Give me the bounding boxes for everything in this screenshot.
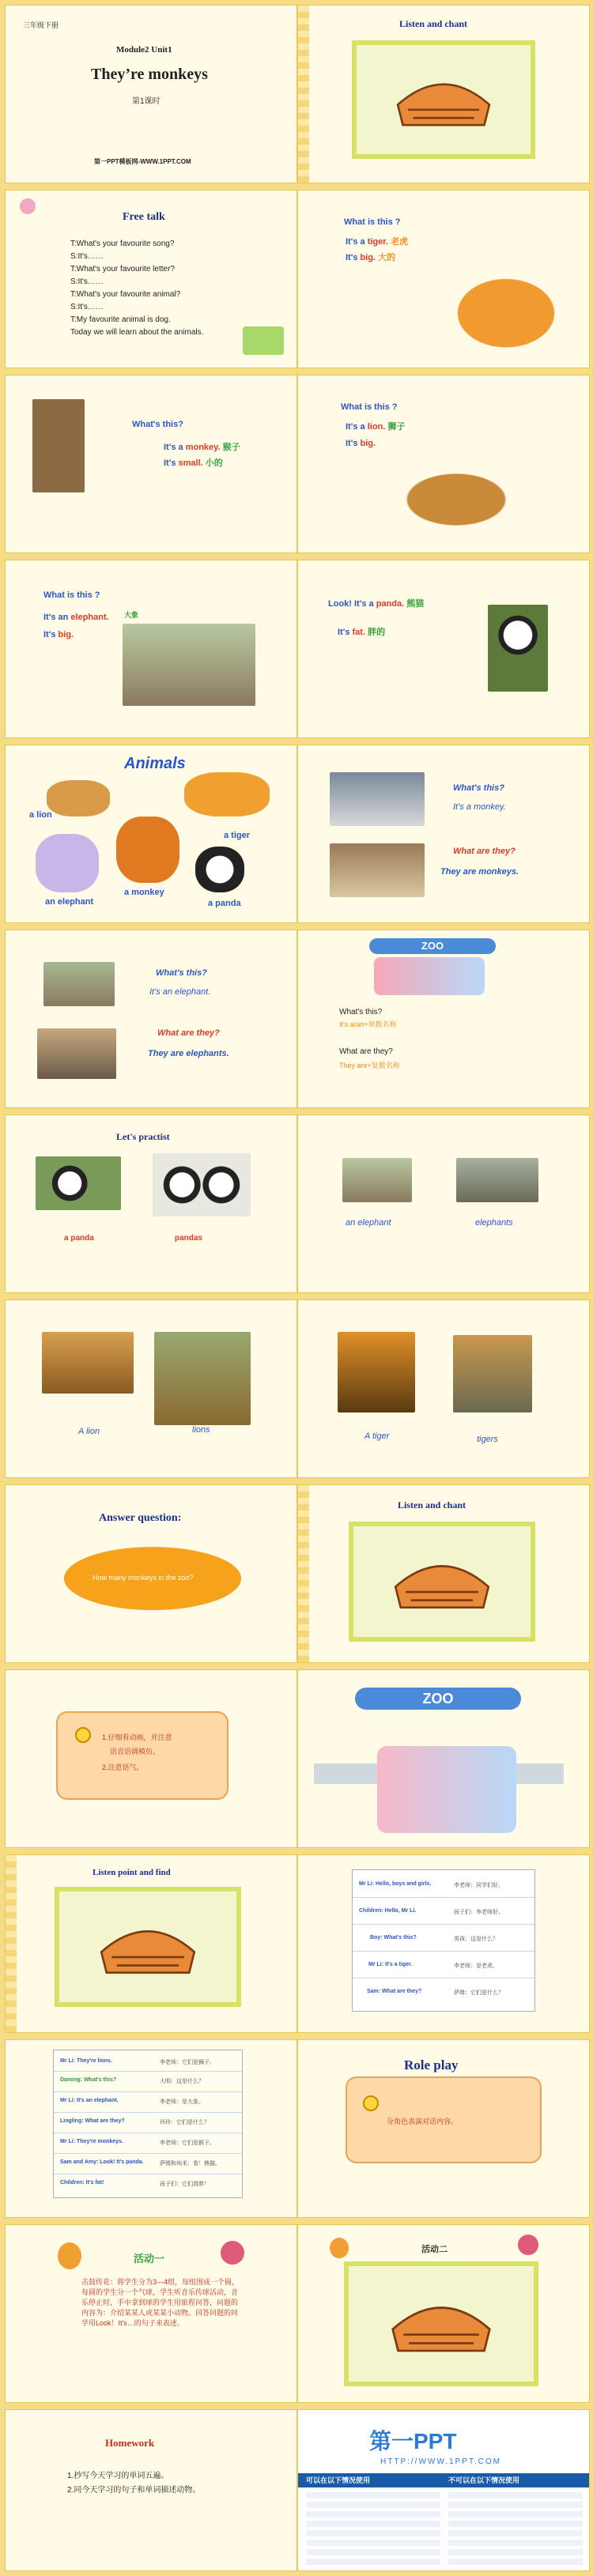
dialogue-en: Mr Li: They're lions.: [60, 2058, 112, 2064]
word-singular: a panda: [64, 1234, 94, 1243]
answer-text: It's a monkey.: [453, 802, 506, 812]
slide-practice-tigers[interactable]: [297, 1299, 590, 1478]
dialogue-cn: 李老师：是大象。: [160, 2099, 204, 2105]
answer-word: small.: [178, 458, 203, 468]
answer-word: fat.: [352, 628, 366, 637]
panda-image: [36, 1156, 121, 1210]
slide-dialogue-2[interactable]: [5, 2039, 297, 2218]
slide-free-talk[interactable]: [5, 190, 297, 368]
answer-word: lion.: [367, 422, 386, 432]
dialogue-cn: 孩子们：它们真胖！: [160, 2182, 210, 2187]
question-text: What's this?: [453, 783, 504, 793]
dialogue-en: Children: It's fat!: [60, 2180, 104, 2186]
lion-image: [385, 462, 527, 537]
children-cartoon: [377, 1746, 516, 1833]
elephant-image: [123, 624, 255, 706]
dialogue-en: Mr Li: It's an elephant.: [60, 2098, 119, 2103]
answer-chinese: 猴子: [222, 443, 240, 452]
answer-chinese: 胖的: [368, 628, 386, 637]
slide-zoo[interactable]: [297, 1669, 590, 1848]
pandas-image: [153, 1153, 251, 1216]
animal-label: a panda: [208, 899, 241, 908]
balloon-icon: [20, 198, 36, 214]
question-text: What's this?: [339, 1008, 383, 1016]
panda-image: [488, 605, 548, 692]
dialogue-en: Sam: What are they?: [367, 1989, 422, 1994]
brand-logo: 第一PPT: [369, 2429, 457, 2453]
animal-label: a lion: [29, 810, 52, 820]
question-text: What's this?: [132, 420, 183, 429]
dialogue-en: Children: Hello, Mr Li.: [359, 1908, 417, 1914]
monkeys-image: [330, 843, 425, 897]
dialogue-cn: 李老师：它们是猴子。: [160, 2140, 215, 2146]
instruction-line: 分角色表演对话内容。: [387, 2118, 459, 2125]
slide-dialogue-1[interactable]: [297, 1854, 590, 2033]
slide-practice-pandas[interactable]: [5, 1115, 297, 1293]
monkey-image: [330, 772, 425, 826]
slide-elephants-plural[interactable]: [5, 930, 297, 1108]
usage-denied-heading: 不可以在以下情况使用: [448, 2476, 520, 2484]
slide-title[interactable]: [5, 5, 297, 183]
slide-heading: Animals: [124, 755, 186, 772]
answer-word: monkey.: [185, 443, 221, 452]
talk-line-2: S:It's……: [70, 252, 104, 261]
grade-label: 三年级下册: [23, 21, 59, 29]
answer-text: It's an elephant.: [149, 987, 211, 997]
answer-word: tiger.: [367, 237, 388, 247]
slide-practice-lions[interactable]: [5, 1299, 297, 1478]
slide-role-play[interactable]: [297, 2039, 590, 2218]
answer-word: panda.: [376, 599, 405, 609]
gift-icon: [243, 326, 284, 355]
zoo-sign: ZOO: [355, 1688, 521, 1710]
question-text: What's this?: [156, 968, 207, 978]
slide-homework[interactable]: [5, 2409, 297, 2571]
dialogue-en: Boy: What's this?: [370, 1935, 417, 1940]
slide-heading: Listen and chant: [398, 1499, 466, 1511]
answer-prefix: It's a: [164, 443, 183, 452]
monkey-image: [32, 399, 85, 492]
dialogue-en: Daming: What's this?: [60, 2077, 117, 2083]
answer-word: big.: [360, 253, 376, 262]
dialogue-en: Sam and Amy: Look! It's panda.: [60, 2159, 144, 2165]
question-text: What is this ?: [341, 402, 398, 412]
talk-line-3: T:What's your favourite letter?: [70, 265, 175, 273]
panda-cartoon: [195, 847, 244, 892]
talk-line-8: Today we will learn about the animals.: [70, 328, 204, 337]
dialogue-en: Lingling: What are they?: [60, 2118, 125, 2124]
slide-heading: 活动一: [134, 2253, 165, 2265]
usage-list: [306, 2492, 440, 2567]
dialogue-cn: 大明：这是什么？: [160, 2079, 204, 2084]
slide-heading: Let's practist: [116, 1131, 170, 1142]
basket-icon: [386, 2291, 497, 2356]
lesson-number: 第1课时: [132, 97, 161, 106]
basket-icon: [391, 69, 496, 130]
brand-url[interactable]: HTTP://WWW.1PPT.COM: [380, 2457, 501, 2466]
tiger-image: [431, 260, 581, 349]
elephants-image: [456, 1158, 538, 1202]
slide-instructions[interactable]: [5, 1669, 297, 1848]
word-plural: pandas: [175, 1234, 203, 1243]
slide-elephant[interactable]: [5, 560, 297, 738]
tiger-cartoon: [184, 772, 270, 817]
dialogue-cn: 萨姆和埃米：看！熊猫。: [160, 2161, 221, 2167]
activity-text: 击鼓传花：将学生分为3—4组，每组围成一个圆，每圆的学生分一个气球，学生听音乐传球活动，音乐停止时，手中拿到球的学生用旅程问答，问题的内容为：介绍某某人或某某小动物。回答问题的同学用Look！It's…的句子来表述。: [81, 2278, 240, 2327]
dialogue-table: [53, 2050, 243, 2198]
slide-heading: Role play: [404, 2057, 459, 2072]
answer-prefix: It's: [43, 630, 56, 639]
homework-line: 1.抄写今天学习的单词五遍。: [67, 2472, 169, 2480]
answer-chinese: 熊猫: [406, 599, 425, 609]
slide-heading: 活动二: [421, 2245, 448, 2254]
monkey-cartoon: [116, 817, 179, 883]
lions-image: [154, 1332, 251, 1425]
slide-sentence-pattern[interactable]: [297, 930, 590, 1108]
slide-practice-elephants[interactable]: [297, 1115, 590, 1293]
answer-prefix: It's: [338, 628, 350, 637]
word-plural: lions: [192, 1425, 210, 1435]
cartoon-cat-icon: [58, 2242, 81, 2269]
video-frame[interactable]: [344, 2261, 538, 2386]
animal-label: an elephant: [45, 897, 94, 907]
talk-line-4: S:It's……: [70, 277, 104, 286]
usage-allowed-heading: 可以在以下情况使用: [306, 2476, 371, 2484]
slide-heading: Listen and chant: [399, 18, 468, 29]
slide-monkey[interactable]: [5, 375, 297, 553]
animal-label: a monkey: [124, 888, 164, 897]
slide-answer-question[interactable]: [5, 1484, 297, 1663]
tiger-image: [338, 1332, 415, 1412]
cartoon-cat-icon: [330, 2238, 349, 2258]
slide-panda[interactable]: [297, 560, 590, 738]
pattern-text: It's a/an+单数名称: [339, 1020, 397, 1028]
lesson-title: They’re monkeys: [91, 66, 208, 83]
lightbulb-icon: [75, 1727, 91, 1743]
module-label: Module2 Unit1: [116, 45, 172, 55]
slide-animals[interactable]: [5, 745, 297, 923]
instruction-line: 2.注意语气。: [102, 1763, 144, 1771]
answer-prefix: It's a: [346, 237, 365, 247]
homework-line: 2.同今天学习的句子和单词描述动物。: [67, 2486, 201, 2495]
instruction-line: 语音语调模仿。: [110, 1748, 161, 1756]
answer-prefix: It's an: [43, 613, 69, 622]
dialogue-cn: 男孩：这是什么？: [454, 1937, 498, 1942]
word-plural: elephants: [475, 1218, 513, 1228]
slide-heading: Free talk: [123, 211, 165, 223]
dialogue-cn: 玲玲：它们是什么？: [160, 2120, 210, 2125]
elephant-image: [342, 1158, 412, 1202]
slide-activity-2[interactable]: [297, 2224, 590, 2403]
video-frame[interactable]: [349, 1522, 535, 1642]
answer-chinese: 狮子: [387, 422, 406, 432]
question-text: What are they?: [157, 1028, 220, 1038]
talk-line-1: T:What's your favourite song?: [70, 239, 175, 248]
answer-prefix: It's a: [346, 422, 365, 432]
question-text: How many monkeys in the zoo?: [93, 1574, 194, 1582]
dialogue-cn: 李老师：它们是狮子。: [160, 2060, 215, 2065]
basket-icon: [389, 1551, 495, 1612]
talk-line-6: S:It's……: [70, 303, 104, 311]
slide-heading: Answer question:: [99, 1512, 182, 1524]
answer-prefix: It's: [346, 253, 358, 262]
lion-image: [42, 1332, 134, 1394]
dialogue-cn: 孩子们：李老师好。: [454, 1910, 504, 1915]
dialogue-cn: 李老师：是老虎。: [454, 1963, 498, 1969]
talk-line-7: T:My favourite animal is dog.: [70, 315, 171, 324]
question-text: What are they?: [453, 847, 516, 856]
talk-line-5: T:What's your favourite animal?: [70, 290, 181, 299]
slide-tiger[interactable]: [297, 190, 590, 368]
answer-chinese: 大的: [378, 253, 396, 262]
dialogue-en: Mr Li: Hello, boys and girls.: [359, 1881, 432, 1887]
dialogue-table: [352, 1869, 535, 2012]
slide-stripe: [298, 1485, 309, 1662]
slide-listen-point-find[interactable]: [5, 1854, 297, 2033]
video-frame[interactable]: [55, 1887, 241, 2007]
answer-chinese: 小的: [205, 458, 223, 468]
slide-listen-chant[interactable]: [297, 5, 590, 183]
answer-prefix: Look! It's a: [328, 599, 374, 609]
children-cartoon: [374, 957, 485, 995]
balloon-icon: [221, 2241, 244, 2265]
question-text: What are they?: [339, 1047, 393, 1056]
slide-lion[interactable]: [297, 375, 590, 553]
answer-chinese: 大象: [124, 611, 139, 619]
video-frame[interactable]: [352, 40, 535, 159]
slide-stripe: [6, 1855, 17, 2032]
answer-word: elephant.: [70, 613, 109, 622]
word-singular: A tiger: [364, 1431, 390, 1441]
elephants-image: [37, 1028, 116, 1079]
answer-prefix: It's: [346, 439, 358, 448]
answer-word: big.: [360, 439, 376, 448]
slide-heading: Homework: [105, 2437, 155, 2449]
dialogue-cn: 李老师：同学们好。: [454, 1883, 504, 1888]
lightbulb-icon: [363, 2095, 379, 2111]
question-text: What is this ?: [344, 217, 401, 227]
dialogue-cn: 萨姆：它们是什么？: [454, 1990, 504, 1996]
usage-list: [448, 2492, 583, 2567]
tigers-image: [453, 1335, 532, 1412]
lion-cartoon: [47, 780, 110, 817]
word-singular: A lion: [78, 1427, 100, 1436]
slide-ppt-ad[interactable]: [297, 2409, 590, 2571]
zoo-sign: ZOO: [369, 938, 496, 954]
slide-listen-chant-2[interactable]: [297, 1484, 590, 1663]
word-plural: tigers: [477, 1435, 498, 1444]
question-text: What is this ?: [43, 590, 100, 600]
answer-text: They are elephants.: [148, 1049, 229, 1058]
balloon-icon: [518, 2235, 538, 2255]
slide-activity-1[interactable]: [5, 2224, 297, 2403]
instruction-line: 1.仔细看动画，并注意: [102, 1733, 172, 1741]
slide-stripe: [298, 6, 309, 183]
answer-word: big.: [58, 630, 74, 639]
elephant-image: [43, 962, 115, 1006]
answer-text: They are monkeys.: [440, 867, 519, 877]
footer-text: 第一PPT模板网-WWW.1PPT.COM: [94, 158, 191, 165]
dialogue-en: Mr Li: They're monkeys.: [60, 2139, 123, 2144]
elephant-cartoon: [36, 834, 99, 892]
answer-prefix: It's: [164, 458, 176, 468]
slide-monkeys-plural[interactable]: [297, 745, 590, 923]
dialogue-en: Mr Li: It's a tiger.: [368, 1962, 413, 1967]
basket-icon: [95, 1916, 201, 1978]
word-singular: an elephant: [346, 1218, 391, 1228]
animal-label: a tiger: [224, 831, 251, 840]
pattern-text: They are+复数名称: [339, 1062, 400, 1069]
slide-heading: Listen point and find: [93, 1868, 171, 1877]
answer-chinese: 老虎: [391, 237, 409, 247]
